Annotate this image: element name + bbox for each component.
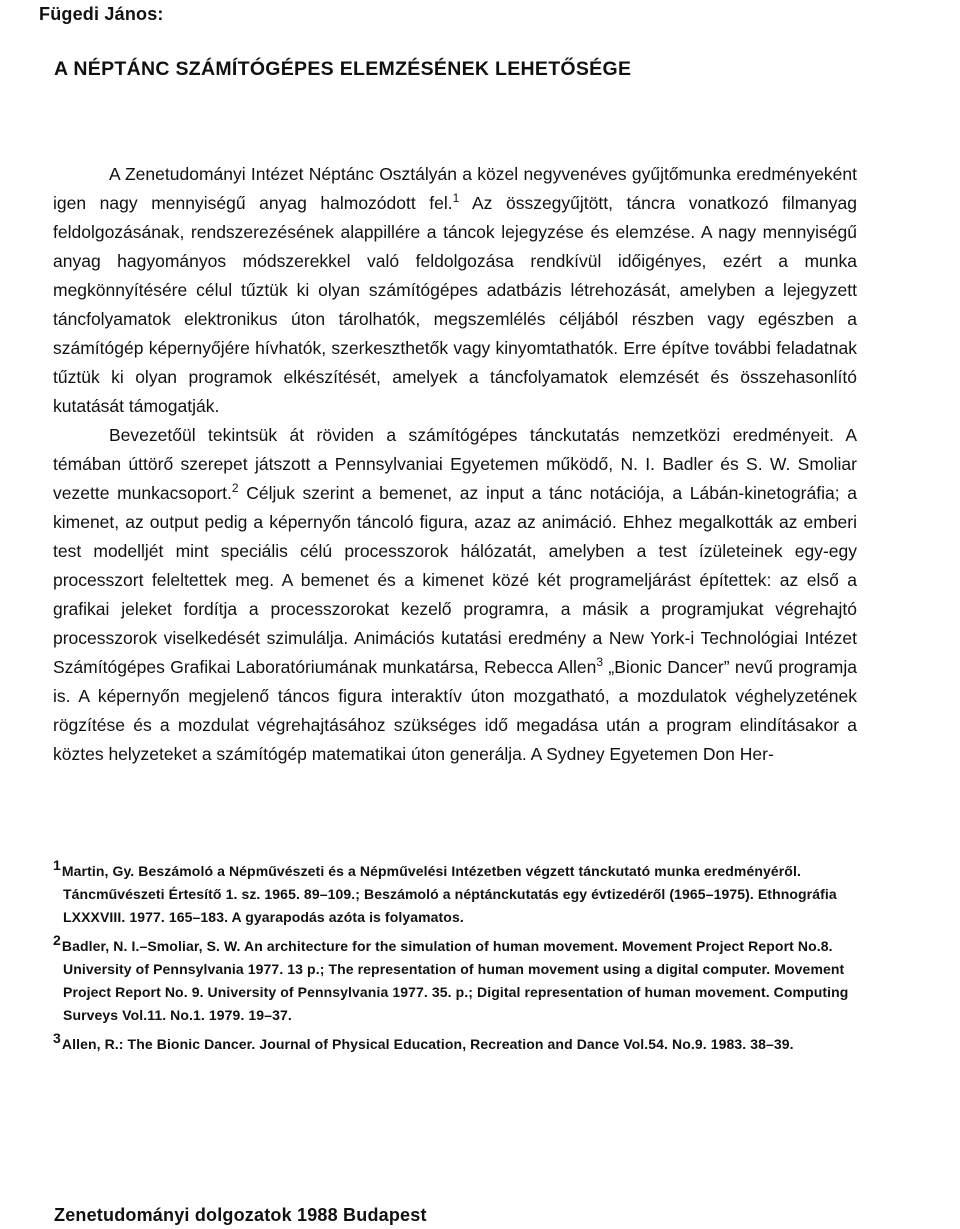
footnote-number-1: 1 [53, 857, 61, 874]
article-title: A NÉPTÁNC SZÁMÍTÓGÉPES ELEMZÉSÉNEK LEHETŐSÉGE [54, 58, 632, 80]
footnote-1 [53, 857, 868, 929]
footnotes-section [53, 857, 868, 1062]
footnote-number-2: 2 [53, 932, 61, 949]
paragraph-2 [53, 421, 857, 769]
paragraph-1-text-a: A Zenetudományi Intézet Néptánc Osztályán a közel negyvenéves gyűjtőmunka eredményeként igen nagy mennyiségű anyag halmozódott fel. [53, 164, 857, 213]
footnote-3 [53, 1030, 868, 1056]
footnote-number-3: 3 [53, 1030, 61, 1047]
footnote-ref-2: 2 [231, 481, 239, 496]
paragraph-2-text-c: „Bionic Dancer” nevű programja is. A képernyőn megjelenő táncos figura interaktív úton mozgatható, a mozdulatok véghelyzetének rögzítése és a mozdulat végrehajtásához szükséges idő megadása után a program elindításakor a köztes helyzeteket a számítógép matematikai úton generálja. A Sydney Egyetemen Don Her- [53, 657, 857, 764]
footnote-ref-3: 3 [596, 655, 604, 670]
article-body [53, 160, 857, 769]
paragraph-1-text-b: Az összegyűjtött, táncra vonatkozó filmanyag feldolgozásának, rendszerezésének alappillére a táncok lejegyzése és elemzése. A nagy mennyiségű anyag hagyományos módszerekkel való feldolgozása rendkívül időigényes, ezért a munka megkönnyítésére célul tűztük ki olyan számítógépes adatbázis létrehozását, amelyben a lejegyzett táncfolyamatok elektronikus úton tárolhatók, megszemlélés céljából részben vagy egészben a számítógép képernyőjére hívhatók, szerkeszthetők vagy kinyomtathatók. Erre építve további feladatnak tűztük ki olyan programok elkészítését, amelyek a táncfolyamatok elemzését és összehasonlító kutatását támogatják. [53, 193, 857, 416]
footnote-2 [53, 932, 868, 1027]
footnote-text-2: Badler, N. I.–Smoliar, S. W. An architecture for the simulation of human movement. Movement Project Report No.8. University of Pennsylvania 1977. 13 p.; The representation of human movement using a digital computer. Movement Project Report No. 9. University of Pennsylvania 1977. 35. p.; Digital representation of human movement. Computing Surveys Vol.11. No.1. 1979. 19–37. [61, 938, 849, 1023]
publication-footer: Zenetudományi dolgozatok 1988 Budapest [54, 1205, 427, 1225]
paragraph-2-text-b: Céljuk szerint a bemenet, az input a tánc notációja, a Lábán-kinetográfia; a kimenet, az output pedig a képernyőn táncoló figura, azaz az animáció. Ehhez megalkották az emberi test modelljét mint speciális célú processzorok hálózatát, amelyben a test ízületeinek egy-egy processzort feleltettek meg. A bemenet és a kimenet közé két programeljárást építettek: az első a grafikai jeleket fordítja a processzorokat kezelő programra, a másik a programjukat végrehajtó processzorok viselkedését szimulálja. Animációs kutatási eredmény a New York-i Technológiai Intézet Számítógépes Grafikai Laboratóriumának munkatársa, Rebecca Allen [53, 483, 857, 677]
paragraph-2-text-a: Bevezetőül tekintsük át röviden a számítógépes tánckutatás nemzetközi eredményeit. A témában úttörő szerepet játszott a Pennsylvaniai Egyetemen működő, N. I. Badler és S. W. Smoliar vezette munkacsoport. [53, 425, 857, 503]
footnote-text-1: Martin, Gy. Beszámoló a Népművészeti és a Népművelési Intézetben végzett tánckutató munka eredményéről. Táncművészeti Értesítő 1. sz. 1965. 89–109.; Beszámoló a néptánckutatás egy évtizedéről (1965–1975). Ethnográfia LXXXVIII. 1977. 165–183. A gyarapodás azóta is folyamatos. [61, 863, 837, 925]
footnote-text-3: Allen, R.: The Bionic Dancer. Journal of Physical Education, Recreation and Dance Vol.54. No.9. 1983. 38–39. [61, 1036, 794, 1052]
paragraph-1 [53, 160, 857, 421]
footnote-ref-1: 1 [452, 191, 460, 206]
author-name: Fügedi János: [39, 4, 164, 24]
